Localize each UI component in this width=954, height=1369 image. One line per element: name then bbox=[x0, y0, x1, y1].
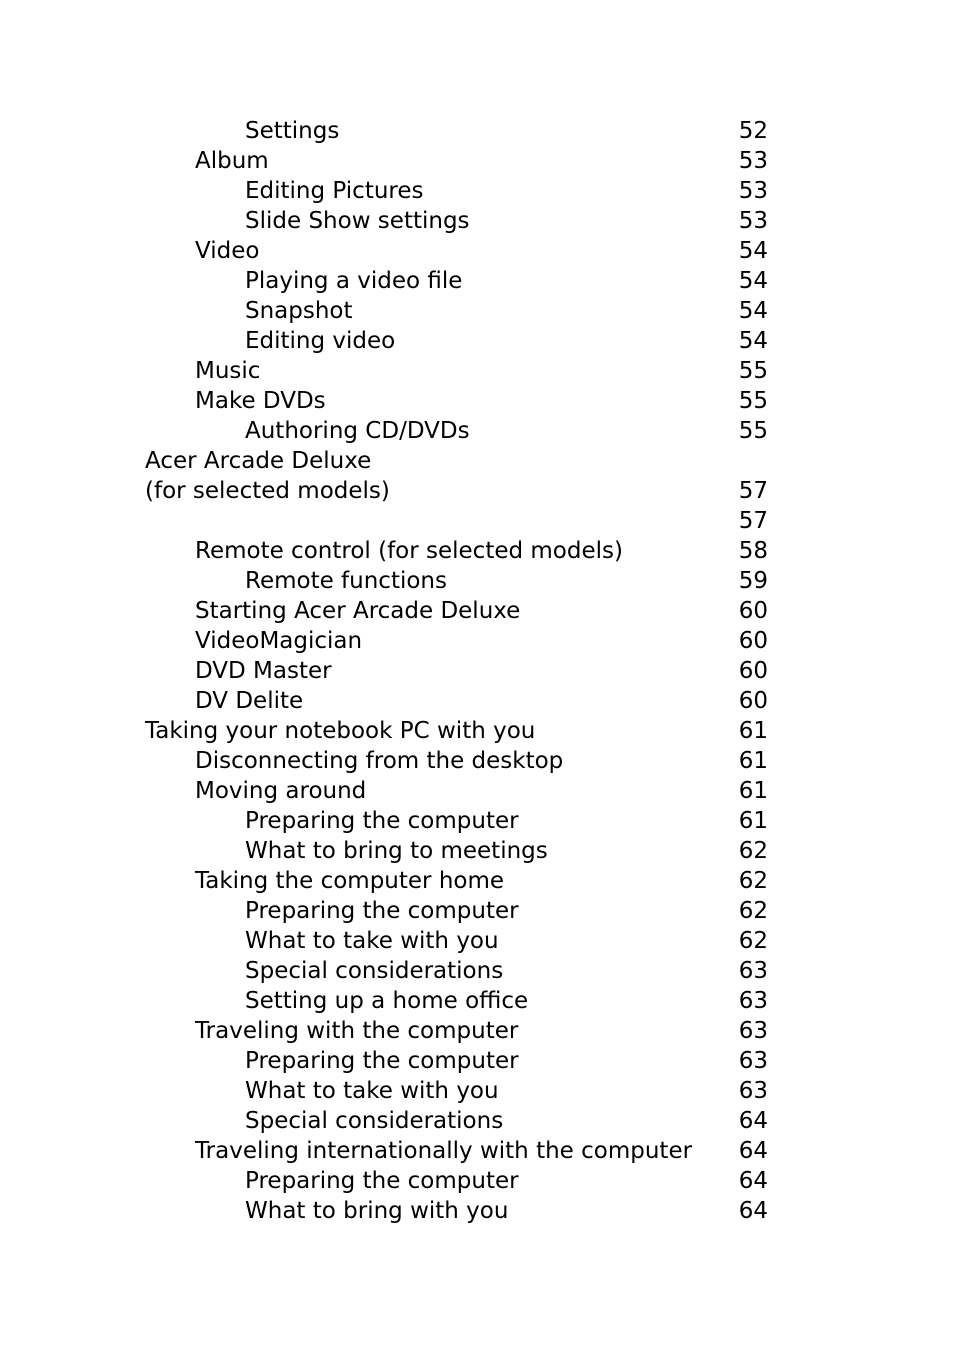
toc-entry-page-number: 63 bbox=[738, 988, 768, 1014]
toc-entry[interactable] bbox=[0, 566, 954, 596]
toc-entry-title: Taking the computer home bbox=[195, 868, 505, 894]
toc-entry[interactable] bbox=[0, 1166, 954, 1196]
toc-entry-title: Snapshot bbox=[245, 298, 353, 324]
toc-entry[interactable] bbox=[0, 1196, 954, 1226]
toc-entry-title: Remote functions bbox=[245, 568, 447, 594]
toc-entry-title: Album bbox=[195, 148, 269, 174]
toc-entry-page-number: 60 bbox=[738, 628, 768, 654]
toc-entry[interactable] bbox=[0, 956, 954, 986]
toc-entry-page-number: 59 bbox=[738, 568, 768, 594]
toc-entry[interactable] bbox=[0, 656, 954, 686]
toc-entry[interactable] bbox=[0, 806, 954, 836]
toc-entry-page-number: 58 bbox=[738, 538, 768, 564]
toc-entry-page-number: 57 bbox=[738, 508, 768, 534]
toc-entry-title: What to bring to meetings bbox=[245, 838, 548, 864]
toc-entry-page-number: 60 bbox=[738, 688, 768, 714]
toc-entry-title: Special considerations bbox=[245, 1108, 504, 1134]
toc-entry-title: DVD Master bbox=[195, 658, 332, 684]
toc-entry[interactable] bbox=[0, 536, 954, 566]
toc-entry-title: Moving around bbox=[195, 778, 367, 804]
toc-entry-page-number: 61 bbox=[738, 718, 768, 744]
toc-entry-title: Preparing the computer bbox=[245, 808, 519, 834]
toc-entry-title: Preparing the computer bbox=[245, 1168, 519, 1194]
toc-entry-page-number: 54 bbox=[738, 268, 768, 294]
toc-entry-page-number: 53 bbox=[738, 148, 768, 174]
toc-entry-title: Authoring CD/DVDs bbox=[245, 418, 470, 444]
toc-entry-page-number: 64 bbox=[738, 1138, 768, 1164]
toc-entry-page-number: 64 bbox=[738, 1168, 768, 1194]
toc-entry[interactable] bbox=[0, 1106, 954, 1136]
table-of-contents bbox=[0, 116, 954, 1226]
toc-entry[interactable] bbox=[0, 626, 954, 656]
toc-entry[interactable] bbox=[0, 146, 954, 176]
toc-entry[interactable] bbox=[0, 176, 954, 206]
toc-entry-title: Editing video bbox=[245, 328, 396, 354]
toc-entry-title: Slide Show settings bbox=[245, 208, 470, 234]
toc-entry[interactable] bbox=[0, 296, 954, 326]
toc-entry[interactable] bbox=[0, 386, 954, 416]
toc-entry-page-number: 61 bbox=[738, 808, 768, 834]
toc-entry[interactable] bbox=[0, 986, 954, 1016]
toc-entry[interactable] bbox=[0, 326, 954, 356]
toc-entry[interactable] bbox=[0, 1076, 954, 1106]
toc-entry[interactable] bbox=[0, 716, 954, 746]
toc-entry-title: Traveling internationally with the computer bbox=[195, 1138, 693, 1164]
toc-entry[interactable] bbox=[0, 776, 954, 806]
toc-entry[interactable] bbox=[0, 476, 954, 506]
toc-entry[interactable] bbox=[0, 236, 954, 266]
toc-entry[interactable] bbox=[0, 416, 954, 446]
toc-entry-page-number: 61 bbox=[738, 748, 768, 774]
toc-entry-title: Preparing the computer bbox=[245, 1048, 519, 1074]
toc-entry-page-number: 61 bbox=[738, 778, 768, 804]
toc-entry-title: Settings bbox=[245, 118, 340, 144]
toc-entry-title: Starting Acer Arcade Deluxe bbox=[195, 598, 521, 624]
toc-entry-page-number: 55 bbox=[738, 358, 768, 384]
toc-entry-title: Remote control (for selected models) bbox=[195, 538, 623, 564]
toc-entry-title: Acer Arcade Deluxe bbox=[145, 448, 372, 474]
toc-entry-title: Editing Pictures bbox=[245, 178, 424, 204]
toc-entry-page-number: 63 bbox=[738, 1078, 768, 1104]
toc-entry-page-number: 54 bbox=[738, 238, 768, 264]
toc-entry-page-number: 62 bbox=[738, 868, 768, 894]
toc-entry-title: What to take with you bbox=[245, 928, 499, 954]
toc-entry-title: Taking your notebook PC with you bbox=[145, 718, 536, 744]
toc-entry-title: Setting up a home office bbox=[245, 988, 529, 1014]
toc-entry-page-number: 63 bbox=[738, 1018, 768, 1044]
toc-entry[interactable] bbox=[0, 926, 954, 956]
toc-entry-title: Traveling with the computer bbox=[195, 1018, 519, 1044]
toc-entry-page-number: 55 bbox=[738, 418, 768, 444]
toc-entry-page-number: 54 bbox=[738, 298, 768, 324]
toc-entry[interactable] bbox=[0, 746, 954, 776]
toc-entry-page-number: 55 bbox=[738, 388, 768, 414]
toc-entry-title: Make DVDs bbox=[195, 388, 326, 414]
toc-entry[interactable] bbox=[0, 1136, 954, 1166]
toc-entry[interactable] bbox=[0, 506, 954, 536]
toc-entry-page-number: 62 bbox=[738, 838, 768, 864]
toc-entry-page-number: 60 bbox=[738, 658, 768, 684]
toc-entry-title: Preparing the computer bbox=[245, 898, 519, 924]
toc-entry-page-number: 64 bbox=[738, 1198, 768, 1224]
toc-entry[interactable] bbox=[0, 866, 954, 896]
toc-entry[interactable] bbox=[0, 596, 954, 626]
toc-entry-title: What to take with you bbox=[245, 1078, 499, 1104]
toc-entry-page-number: 53 bbox=[738, 178, 768, 204]
toc-entry-title: Video bbox=[195, 238, 260, 264]
toc-entry-title: DV Delite bbox=[195, 688, 304, 714]
toc-entry-title: Music bbox=[195, 358, 261, 384]
toc-entry-title: What to bring with you bbox=[245, 1198, 509, 1224]
toc-entry-title: Special considerations bbox=[245, 958, 504, 984]
toc-entry[interactable] bbox=[0, 356, 954, 386]
toc-entry[interactable] bbox=[0, 206, 954, 236]
toc-entry-title: Playing a video file bbox=[245, 268, 463, 294]
toc-entry-page-number: 54 bbox=[738, 328, 768, 354]
toc-entry-page-number: 62 bbox=[738, 928, 768, 954]
toc-entry-page-number: 63 bbox=[738, 1048, 768, 1074]
toc-entry-page-number: 57 bbox=[738, 478, 768, 504]
toc-entry[interactable] bbox=[0, 266, 954, 296]
toc-entry[interactable] bbox=[0, 446, 954, 476]
toc-entry-title: (for selected models) bbox=[145, 478, 390, 504]
toc-entry-page-number: 64 bbox=[738, 1108, 768, 1134]
toc-entry[interactable] bbox=[0, 686, 954, 716]
toc-entry-page-number: 53 bbox=[738, 208, 768, 234]
toc-entry[interactable] bbox=[0, 896, 954, 926]
toc-entry[interactable] bbox=[0, 116, 954, 146]
toc-entry-page-number: 52 bbox=[738, 118, 768, 144]
toc-entry[interactable] bbox=[0, 1046, 954, 1076]
toc-entry-page-number: 60 bbox=[738, 598, 768, 624]
toc-entry-page-number: 63 bbox=[738, 958, 768, 984]
toc-entry[interactable] bbox=[0, 1016, 954, 1046]
toc-entry-title: VideoMagician bbox=[195, 628, 363, 654]
toc-entry[interactable] bbox=[0, 836, 954, 866]
toc-entry-page-number: 62 bbox=[738, 898, 768, 924]
toc-entry-title: Disconnecting from the desktop bbox=[195, 748, 564, 774]
